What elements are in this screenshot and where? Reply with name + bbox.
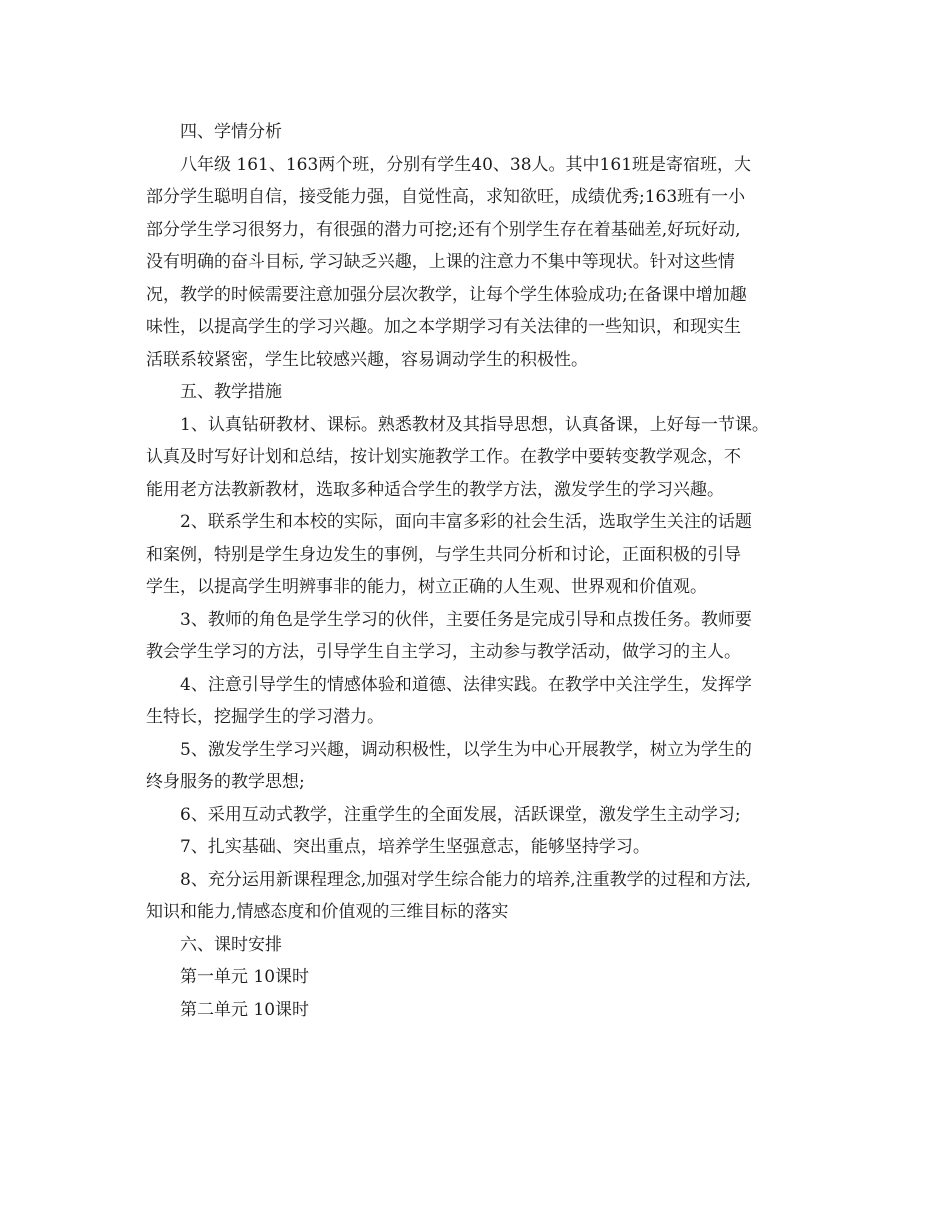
text-line: 4、注意引导学生的情感体验和道德、法律实践。在教学中关注学生，发挥学 [180,674,752,695]
text-line: 1、认真钻研教材、课标。熟悉教材及其指导思想，认真备课，上好每一节课。 [180,414,769,435]
text-line: 第二单元 10课时 [180,999,310,1020]
text-line: 活联系较紧密，学生比较感兴趣，容易调动学生的积极性。 [146,349,588,370]
text-line: 生特长，挖掘学生的学习潜力。 [146,707,384,727]
text-line: 四、学情分析 [180,122,282,142]
text-line: 八年级 161、163两个班，分别有学生40、38人。其中161班是寄宿班，大 [180,154,752,175]
text-line: 5、激发学生学习兴趣，调动积极性，以学生为中心开展教学，树立为学生的 [180,739,752,760]
text-line: 部分学生聪明自信，接受能力强，自觉性高，求知欲旺，成绩优秀;163班有一小 [146,187,746,207]
text-line: 认真及时写好计划和总结，按计划实施教学工作。在教学中要转变教学观念，不 [146,447,741,467]
text-line: 味性，以提高学生的学习兴趣。加之本学期学习有关法律的一些知识，和现实生 [146,317,741,337]
text-line: 8、充分运用新课程理念,加强对学生综合能力的培养,注重教学的过程和方法, [180,869,752,890]
text-line: 和案例，特别是学生身边发生的事例，与学生共同分析和讨论，正面积极的引导 [146,544,741,565]
text-line: 2、联系学生和本校的实际，面向丰富多彩的社会生活，选取学生关注的话题 [180,512,752,532]
text-line: 6、采用互动式教学，注重学生的全面发展，活跃课堂，激发学生主动学习; [180,804,741,825]
text-line: 知识和能力,情感态度和价值观的三维目标的落实 [146,902,509,922]
text-line: 能用老方法教新教材，选取多种适合学生的教学方法，激发学生的学习兴趣。 [146,479,724,500]
text-line: 终身服务的教学思想; [146,772,305,792]
text-line: 3、教师的角色是学生学习的伙伴，主要任务是完成引导和点拨任务。教师要 [180,609,752,630]
text-line: 六、课时安排 [180,934,282,955]
text-line: 五、教学措施 [180,382,282,402]
text-line: 部分学生学习很努力，有很强的潜力可挖;还有个别学生存在着基础差,好玩好动, [146,219,741,240]
text-line: 教会学生学习的方法，引导学生自主学习，主动参与教学活动，做学习的主人。 [146,642,741,662]
document-body [146,116,818,1026]
text-line: 第一单元 10课时 [180,967,310,987]
text-line: 况，教学的时候需要注意加强分层次教学，让每个学生体验成功;在备课中增加趣 [146,284,747,305]
text-line: 没有明确的奋斗目标, 学习缺乏兴趣，上课的注意力不集中等现状。针对这些情 [146,252,735,272]
text-line: 学生，以提高学生明辨事非的能力，树立正确的人生观、世界观和价值观。 [146,577,707,597]
text-line: 7、扎实基础、突出重点，培养学生坚强意志，能够坚持学习。 [180,837,650,857]
